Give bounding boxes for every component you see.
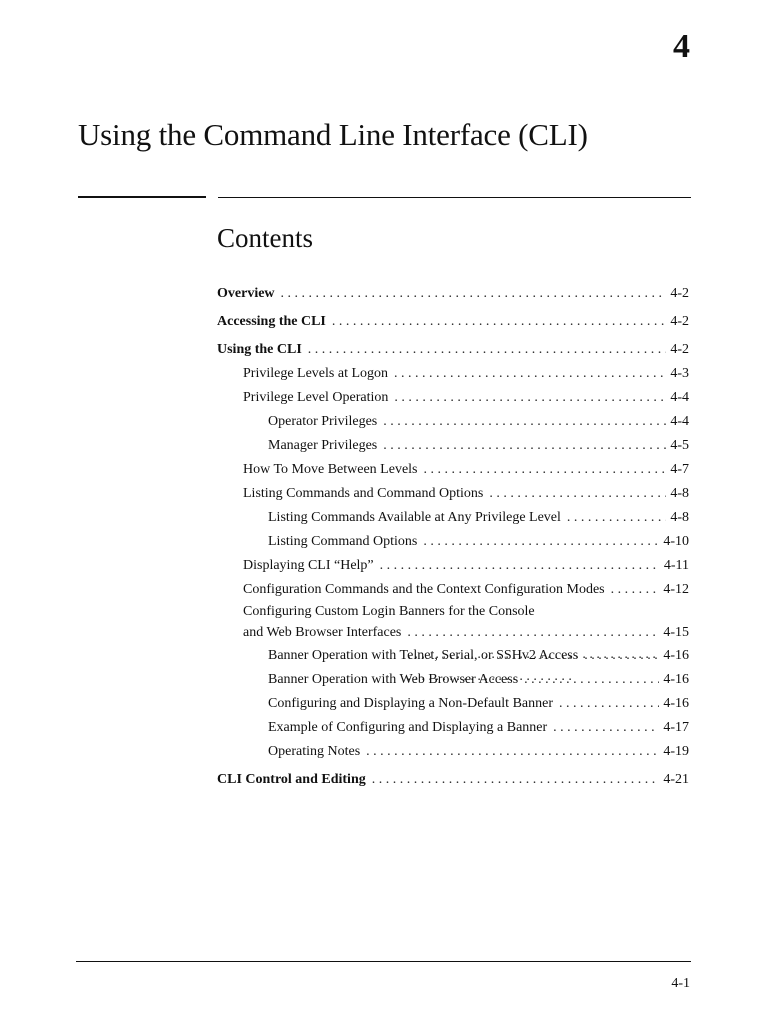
toc-entry-how-to-move-between-levels[interactable] — [217, 458, 689, 482]
toc-leader-dots — [489, 482, 666, 506]
toc-leader-dots — [394, 386, 666, 410]
toc-entry-page: 4-10 — [663, 534, 689, 549]
toc-entry-page: 4-7 — [670, 462, 689, 477]
toc-entry-banner-example[interactable] — [217, 716, 689, 740]
toc-leader-dots — [424, 458, 667, 482]
toc-leader-dots — [383, 434, 666, 458]
toc-entry-page: 4-16 — [663, 696, 689, 711]
toc-entry-banner-web-browser[interactable] — [217, 668, 689, 692]
title-rule-long — [218, 197, 691, 198]
toc-entry-title: Configuring and Displaying a Non-Default Banner — [268, 696, 553, 711]
toc-entry-title: Using the CLI — [217, 342, 302, 357]
toc-leader-dots — [567, 506, 666, 530]
toc-entry-page: 4-8 — [670, 486, 689, 501]
toc-leader-dots — [281, 282, 667, 306]
toc-entry-manager-privileges[interactable] — [217, 434, 689, 458]
toc-entry-title: Listing Commands and Command Options — [243, 486, 484, 501]
toc-entry-title: Configuring Custom Login Banners for the Console — [243, 604, 535, 619]
toc-leader-dots — [380, 554, 660, 578]
toc-entry-title: Operating Notes — [268, 744, 361, 759]
toc-entry-privilege-levels-at-logon[interactable] — [217, 362, 689, 386]
toc-leader-dots — [372, 768, 660, 792]
toc-entry-page: 4-19 — [663, 744, 689, 759]
title-rule-short — [78, 196, 206, 198]
toc-entry-title: Displaying CLI “Help” — [243, 558, 374, 573]
toc-leader-dots — [584, 644, 659, 668]
contents-heading: Contents — [217, 223, 314, 253]
toc-entry-page: 4-4 — [670, 414, 689, 429]
toc-leader-dots — [308, 338, 667, 362]
toc-entry-page: 4-16 — [663, 648, 689, 663]
toc-entry-title: Banner Operation with Telnet, Serial, or SSHv2 Access — [268, 648, 579, 663]
toc-entry-title: Overview — [217, 286, 275, 301]
toc-entry-title: Listing Command Options — [268, 534, 418, 549]
toc-leader-dots — [332, 310, 666, 334]
toc-entry-page: 4-3 — [670, 366, 689, 381]
toc-leader-dots — [559, 692, 659, 716]
toc-leader-dots — [423, 530, 659, 554]
toc-entry-accessing-the-cli[interactable] — [217, 310, 689, 334]
toc-entry-page: 4-2 — [670, 342, 689, 357]
toc-entry-page: 4-12 — [663, 582, 689, 597]
toc-entry-title: Listing Commands Available at Any Privilege Level — [268, 510, 561, 525]
chapter-title: Using the Command Line Interface (CLI) — [78, 117, 588, 152]
toc-entry-title: Operator Privileges — [268, 414, 378, 429]
toc-entry-page: 4-2 — [670, 286, 689, 301]
toc-entry-title: CLI Control and Editing — [217, 772, 366, 787]
toc-entry-title: Example of Configuring and Displaying a Banner — [268, 720, 548, 735]
toc-entry-custom-login-banners[interactable] — [217, 602, 689, 644]
page-number: 4-1 — [671, 976, 690, 991]
toc-entry-title: Banner Operation with Web Browser Access — [268, 672, 519, 687]
toc-entry-page: 4-8 — [670, 510, 689, 525]
table-of-contents — [217, 282, 689, 792]
toc-leader-dots — [383, 410, 666, 434]
toc-entry-title: Manager Privileges — [268, 438, 378, 453]
toc-entry-page: 4-17 — [663, 720, 689, 735]
toc-leader-dots — [611, 578, 660, 602]
toc-entry-title-continued: and Web Browser Interfaces — [243, 625, 402, 640]
chapter-number: 4 — [673, 28, 690, 65]
toc-entry-displaying-cli-help[interactable] — [217, 554, 689, 578]
toc-entry-page: 4-2 — [670, 314, 689, 329]
toc-entry-listing-command-options[interactable] — [217, 530, 689, 554]
toc-entry-banner-telnet-serial-sshv2[interactable] — [217, 644, 689, 668]
toc-leader-dots — [394, 362, 666, 386]
toc-entry-title: Accessing the CLI — [217, 314, 326, 329]
toc-entry-operator-privileges[interactable] — [217, 410, 689, 434]
toc-entry-page: 4-5 — [670, 438, 689, 453]
toc-entry-overview[interactable] — [217, 282, 689, 306]
toc-entry-title: Configuration Commands and the Context Configuration Modes — [243, 582, 605, 597]
toc-entry-page: 4-11 — [663, 558, 689, 573]
toc-leader-dots — [366, 740, 659, 764]
toc-entry-privilege-level-operation[interactable] — [217, 386, 689, 410]
toc-leader-dots — [524, 668, 659, 692]
toc-entry-listing-commands-and-options[interactable] — [217, 482, 689, 506]
toc-entry-non-default-banner[interactable] — [217, 692, 689, 716]
toc-entry-page: 4-15 — [663, 625, 689, 640]
toc-entry-cli-control-and-editing[interactable] — [217, 768, 689, 792]
toc-entry-page: 4-21 — [663, 772, 689, 787]
toc-entry-title: How To Move Between Levels — [243, 462, 418, 477]
footer-rule — [76, 961, 691, 962]
toc-entry-configuration-commands-context-modes[interactable] — [217, 578, 689, 602]
toc-entry-using-the-cli[interactable] — [217, 338, 689, 362]
toc-leader-dots — [553, 716, 659, 740]
toc-entry-listing-commands-any-privilege[interactable] — [217, 506, 689, 530]
toc-entry-operating-notes[interactable] — [217, 740, 689, 764]
toc-entry-title: Privilege Level Operation — [243, 390, 389, 405]
toc-entry-page: 4-4 — [670, 390, 689, 405]
toc-entry-title: Privilege Levels at Logon — [243, 366, 389, 381]
toc-entry-page: 4-16 — [663, 672, 689, 687]
